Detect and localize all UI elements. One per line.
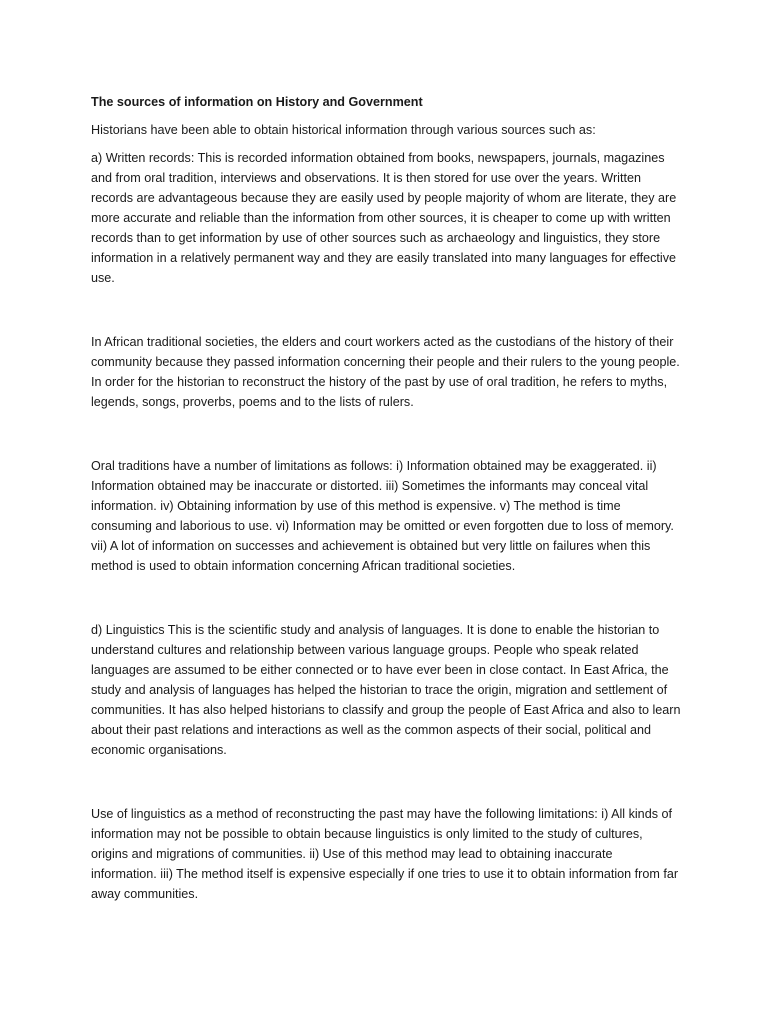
document-title: The sources of information on History and Government <box>91 95 423 109</box>
written-records-paragraph: a) Written records: This is recorded information obtained from books, newspapers, journals, magazines and from oral tradition, interviews and observations. It is then stored for use over the years. Written records are advantageous because they are easily used by people majority of whom are literate, they are more accurate and reliable than the information from other sources, it is cheaper to come up with written records than to get information by use of other sources such as archaeology and linguistics, they store information in a relatively permanent way and they are easily translated into many languages for effective use. <box>91 151 677 285</box>
linguistics-paragraph: d) Linguistics This is the scientific study and analysis of languages. It is done to enable the historian to understand cultures and relationship between various language groups. People who speak related languages are assumed to be either connected or to have ever been in close contact. In East Africa, the study and analysis of languages has helped the historian to trace the origin, migration and settlement of communities. It has also helped historians to classify and group the people of East Africa and also to learn about their past relations and interactions as well as the common aspects of their social, political and economic organisations. <box>91 623 681 757</box>
oral-tradition-paragraph: In African traditional societies, the elders and court workers acted as the custodians of the history of their community because they passed information concerning their people and their rulers to the young people. In order for the historian to reconstruct the history of the past by use of oral tradition, he refers to myths, legends, songs, proverbs, poems and to the lists of rulers. <box>91 335 680 409</box>
oral-limitations-paragraph: Oral traditions have a number of limitations as follows: i) Information obtained may be exaggerated. ii) Information obtained may be inaccurate or distorted. iii) Sometimes the informants may conceal vital information. iv) Obtaining information by use of this method is expensive. v) The method is time consuming and laborious to use. vi) Information may be omitted or even forgotten due to loss of memory. vii) A lot of information on successes and achievement is obtained but very little on failures when this method is used to obtain information concerning African traditional societies. <box>91 459 674 573</box>
intro-paragraph: Historians have been able to obtain historical information through various sources such as: <box>91 123 596 137</box>
linguistics-limitations-paragraph: Use of linguistics as a method of reconstructing the past may have the following limitations: i) All kinds of information may not be possible to obtain because linguistics is only limited to the study of cultures, origins and migrations of communities. ii) Use of this method may lead to obtaining inaccurate information. iii) The method itself is expensive especially if one tries to use it to obtain information from far away communities. <box>91 807 679 901</box>
document-body <box>91 92 681 912</box>
